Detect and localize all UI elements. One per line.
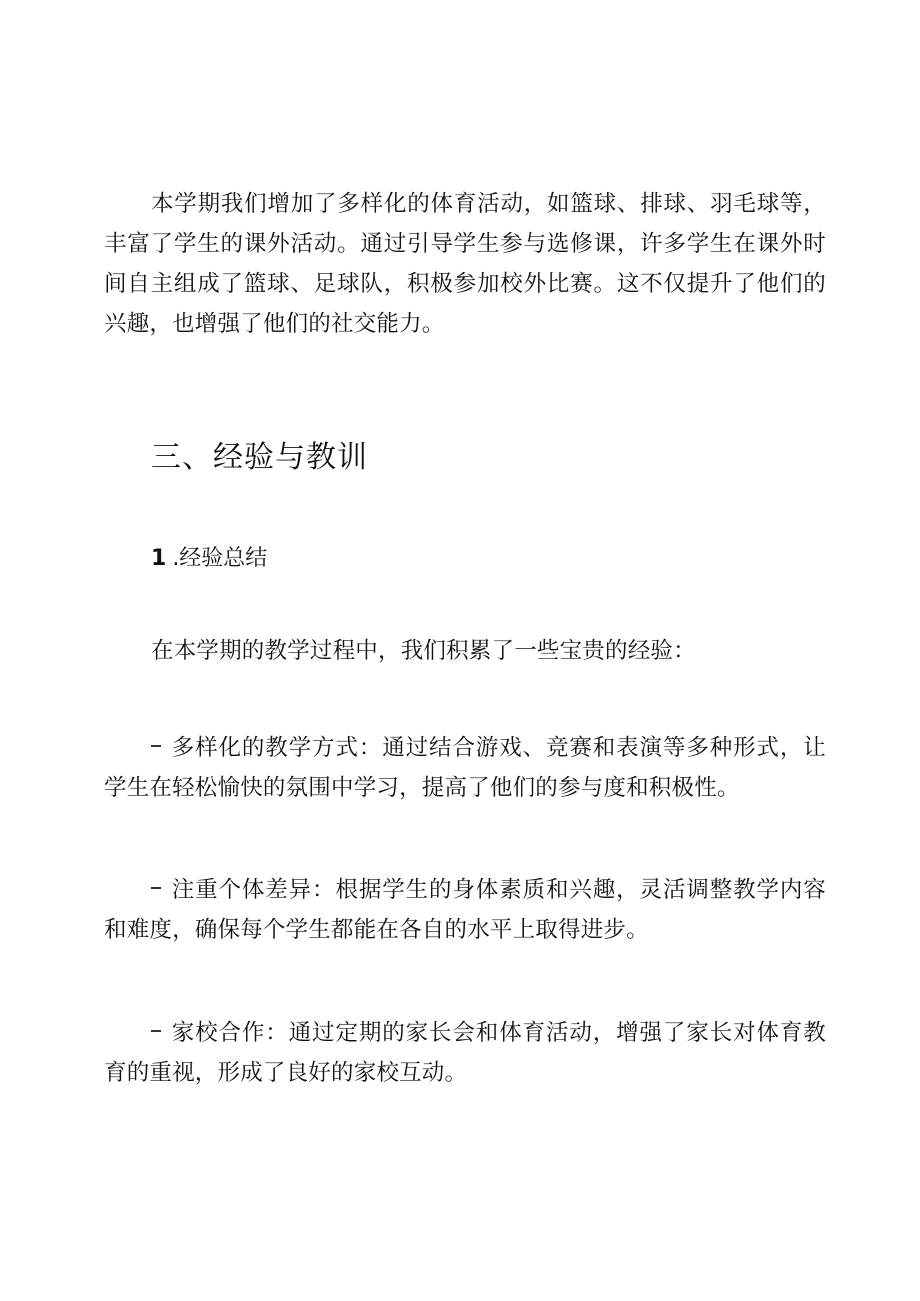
- document-page: [104, 0, 826, 1301]
- section-heading: 三、经验与教训: [151, 440, 368, 475]
- bullet-item: [104, 1013, 826, 1093]
- bullet-text: 注重个体差异：根据学生的身体素质和兴趣，灵活调整教学内容和难度，确保每个学生都能在各自的水平上取得进步。: [104, 877, 826, 943]
- dash-bullet-icon: [151, 887, 161, 889]
- subsection-heading: [151, 541, 267, 577]
- bullet-text: 多样化的教学方式：通过结合游戏、竞赛和表演等多种形式，让学生在轻松愉快的氛围中学习，提高了他们的参与度和积极性。: [104, 735, 826, 801]
- dash-bullet-icon: [151, 1030, 161, 1032]
- bullet-text: 家校合作：通过定期的家长会和体育活动，增强了家长对体育教育的重视，形成了良好的家校互动。: [104, 1020, 826, 1086]
- bullet-item: [104, 870, 826, 950]
- dash-bullet-icon: [151, 745, 161, 747]
- subsection-title: .经验总结: [172, 546, 268, 571]
- intro-paragraph: 本学期我们增加了多样化的体育活动，如篮球、排球、羽毛球等，丰富了学生的课外活动。通过引导学生参与选修课，许多学生在课外时间自主组成了篮球、足球队，积极参加校外比赛。这不仅提升了他们的兴趣，也增强了他们的社交能力。: [104, 191, 826, 337]
- subsection-number: 1: [151, 546, 167, 571]
- lead-paragraph: 在本学期的教学过程中，我们积累了一些宝贵的经验：: [151, 638, 696, 664]
- bullet-item: [104, 728, 826, 808]
